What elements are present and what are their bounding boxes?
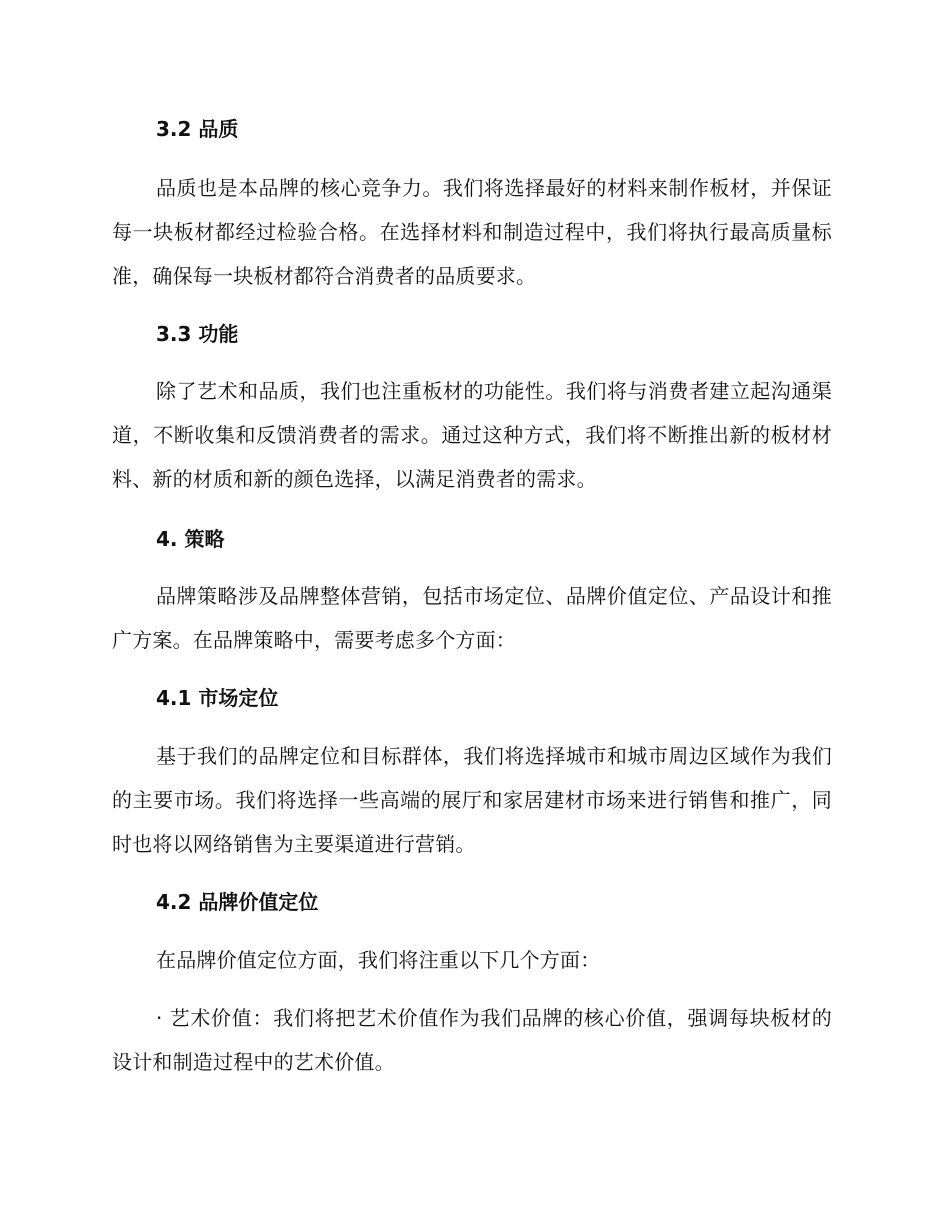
section-paragraph-4-2: 在品牌价值定位方面，我们将注重以下几个方面： <box>156 948 601 972</box>
section-heading-4: 4. 策略 <box>156 527 225 551</box>
section-paragraph-4: 品牌策略涉及品牌整体营销，包括市场定位、品牌价值定位、产品设计和推广方案。在品牌策略中，需要考虑多个方面： <box>112 584 832 652</box>
bullet-item-art-value: · 艺术价值：我们将把艺术价值作为我们品牌的核心价值，强调每块板材的设计和制造过程中的艺术价值。 <box>112 1006 832 1074</box>
section-heading-4-2: 4.2 品牌价值定位 <box>156 890 319 914</box>
section-heading-4-1: 4.1 市场定位 <box>156 686 279 710</box>
section-heading-3-2: 3.2 品质 <box>156 117 239 141</box>
section-paragraph-4-1: 基于我们的品牌定位和目标群体，我们将选择城市和城市周边区域作为我们的主要市场。我们将选择一些高端的展厅和家居建材市场来进行销售和推广，同时也将以网络销售为主要渠道进行营销。 <box>112 744 832 856</box>
section-heading-3-3: 3.3 功能 <box>156 322 239 346</box>
section-paragraph-3-2: 品质也是本品牌的核心竞争力。我们将选择最好的材料来制作板材，并保证每一块板材都经过检验合格。在选择材料和制造过程中，我们将执行最高质量标准，确保每一块板材都符合消费者的品质要求。 <box>112 176 832 288</box>
section-paragraph-3-3: 除了艺术和品质，我们也注重板材的功能性。我们将与消费者建立起沟通渠道，不断收集和反馈消费者的需求。通过这种方式，我们将不断推出新的板材材料、新的材质和新的颜色选择，以满足消费者的需求。 <box>112 379 832 491</box>
